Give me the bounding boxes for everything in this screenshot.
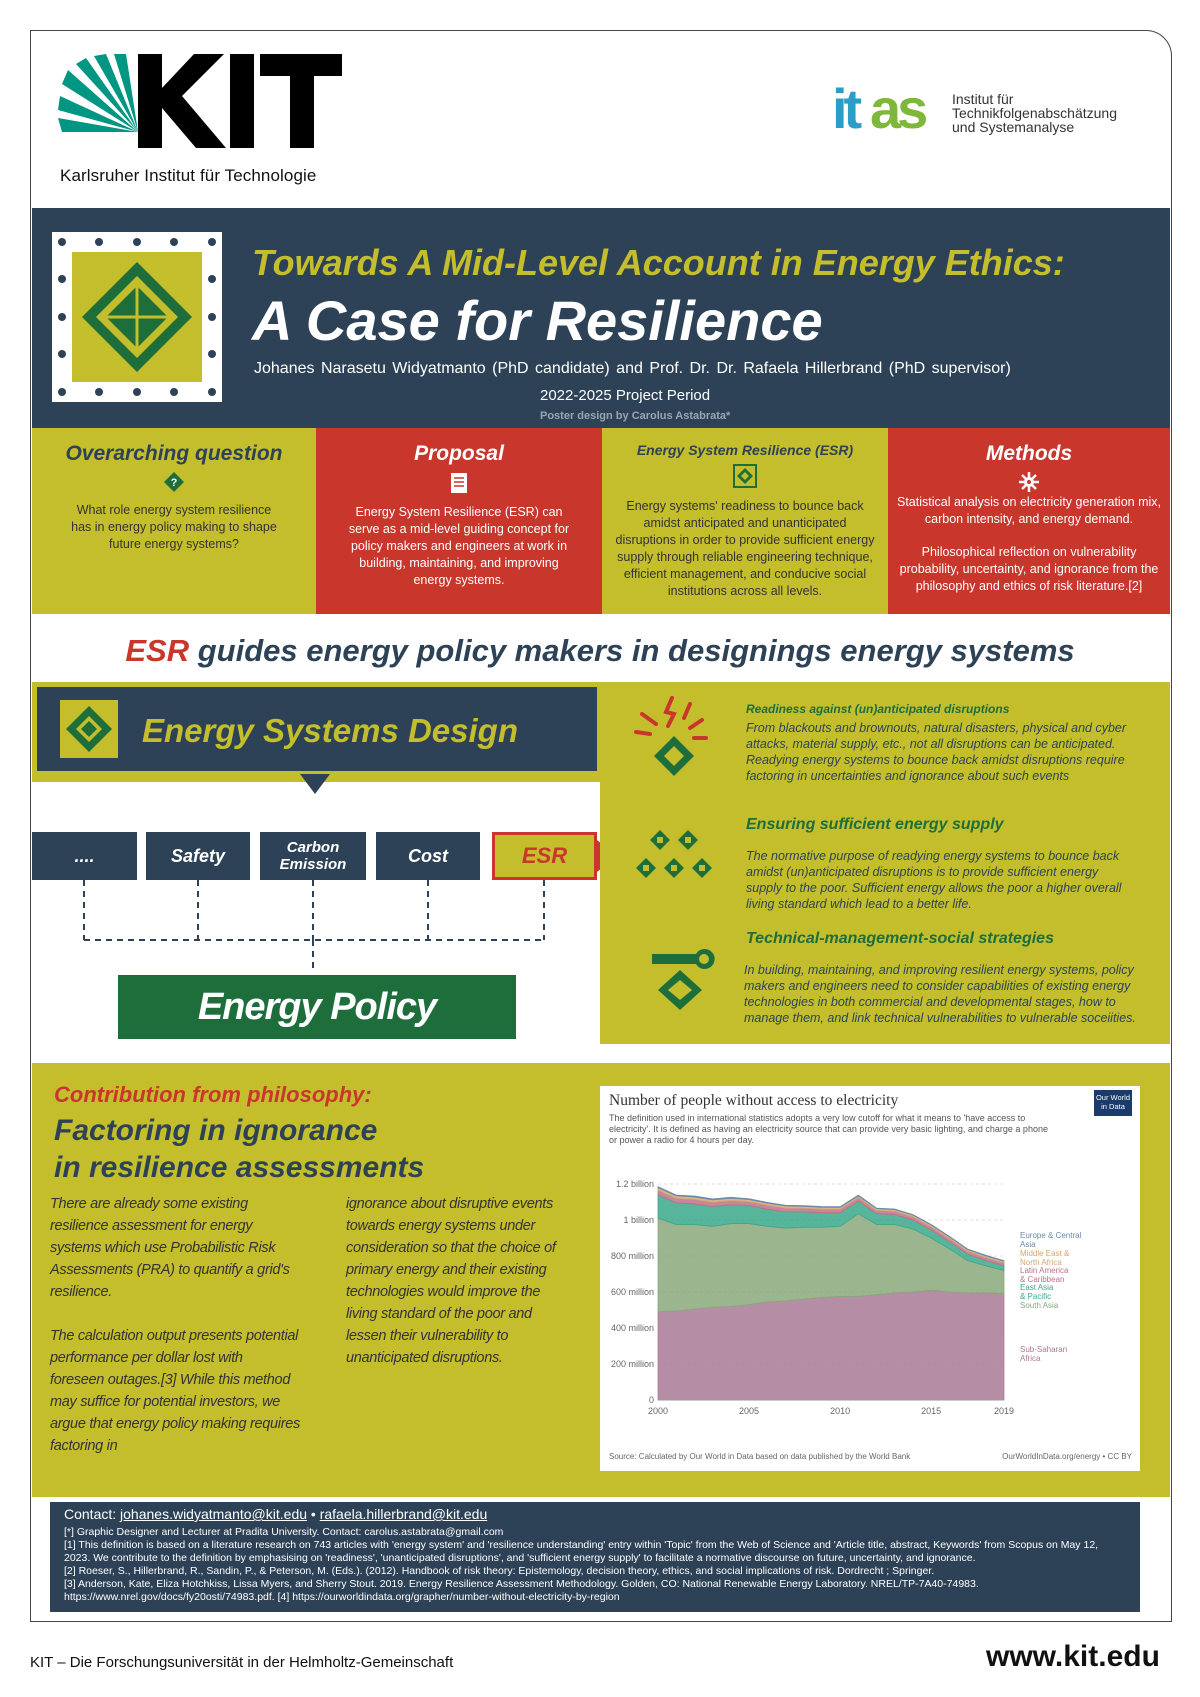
gear-icon [1019, 472, 1039, 492]
question-diamond-icon [164, 472, 184, 492]
electricity-access-chart [600, 1086, 1140, 1471]
y-tick-label: 1.2 billion [615, 1179, 654, 1189]
panel-heading: Methods [985, 442, 1073, 465]
chart-credit: OurWorldInData.org/energy • CC BY [1002, 1452, 1132, 1461]
y-tick-label: 0 [648, 1395, 654, 1405]
panel-proposal [316, 428, 602, 614]
document-icon [448, 472, 470, 494]
area-chart [600, 1086, 1140, 1471]
panel-text: Statistical analysis on electricity generation mix, carbon intensity, and energy demand. Philosophical reflection on vulnerability probability, uncertainty, and ignorance from the philosophy and ethics of risk literature.[2] [896, 495, 1161, 593]
feature-text-supply: The normative purpose of readying energy systems to bounce back amidst (un)anticipated disruptions is to provide sufficient energy supply to the poor. Sufficient energy allows the poor a higher overall living standard which lead to a better life. [746, 849, 1122, 911]
legend-label: South Asia [1020, 1301, 1059, 1310]
reference-0: [*] Graphic Designer and Lecturer at Pradita University. Contact: carolus.astabrata@gmail.com [64, 1526, 504, 1538]
footer-tagline: KIT – Die Forschungsuniversität in der Helmholtz-Gemeinschaft [30, 1654, 454, 1671]
tab-carbon-emission: Carbon Emission [260, 832, 366, 880]
energy-policy-box: Energy Policy [118, 975, 516, 1039]
y-tick-label: 800 million [610, 1251, 654, 1261]
legend-label: Latin America & Caribbean [1020, 1266, 1069, 1284]
main-headline: ESR guides energy policy makers in designings energy systems [125, 633, 1075, 668]
legend-label: Europe & Central Asia [1020, 1231, 1082, 1249]
wrench-icon [646, 944, 716, 1010]
emblem-frame [52, 232, 222, 402]
chart-source: Source: Calculated by Our World in Data based on data published by the World Bank [609, 1452, 911, 1461]
contribution-text-col2: ignorance about disruptive events towards energy systems under consideration so that the choice of primary energy and their existing technologies would improve the living standard of the poor and lessen their vulnerability to unanticipated disruptions. [346, 1196, 556, 1366]
svg-text:it: it [832, 80, 859, 140]
y-tick-label: 400 million [610, 1323, 654, 1333]
feature-heading-readiness: Readiness against (un)anticipated disruptions [746, 702, 1010, 716]
connector-lines [32, 880, 600, 970]
poster-title-line2: A Case for Resilience [252, 289, 823, 352]
contribution-label: Contribution from philosophy: [54, 1082, 372, 1107]
svg-text:?: ? [170, 477, 178, 489]
feature-heading-strategies: Technical-management-social strategies [746, 930, 1054, 947]
panel-esr-definition [602, 428, 888, 614]
panel-text: Energy systems' readiness to bounce back amidst anticipated and unanticipated disruptions in order to provide sufficient energy supply through reliable engineering technique, efficient management, and conducive social institutions across all levels. [615, 499, 875, 598]
project-period: 2022-2025 Project Period [540, 387, 711, 404]
tab-other: .... [32, 832, 137, 880]
poster-title-line1: Towards A Mid-Level Account in Energy Ethics: [252, 242, 1065, 283]
esr-emblem-icon [52, 232, 222, 402]
callout-pointer [300, 774, 330, 794]
itas-institute-name: Institut für Technikfolgenabschätzung und Systemanalyse [952, 91, 1118, 135]
x-tick-label: 2010 [830, 1406, 851, 1416]
reference-2: [2] Roeser, S., Hillerbrand, R., Sandin, P., & Peterson, M. (Eds.). (2012). Handbook of risk theory: Epistemology, decision theory, ethics, and social implications of risk. Dordrecht ; Springer. [64, 1565, 935, 1577]
disruption-burst-icon [632, 696, 716, 780]
references-box [50, 1502, 1140, 1612]
chart-subtitle: The definition used in international statistics adopts a very low cutoff for what it means to 'have access to electricity'. It is defined as having an electricity source that can provide very basic lighting, and charge a phone or power a radio for 4 hours per day. [609, 1113, 1048, 1145]
panel-text: Energy System Resilience (ESR) can serve as a mid-level guiding concept for policy makers and engineers at work in building, maintaining, and improving energy systems. [348, 505, 570, 587]
reference-1: [1] This definition is based on a literature research on 743 articles with 'energy system' and 'resilience understanding' entry within 'Topic' from the Web of Science and 'Article title, abstract, Keywords' from Scopus on May 12, 2023. We contribute to the definition by emphasising on 'readiness', 'unanticipated disruptions', and 'sufficient energy supply' to facilitate a normative discourse on future, uncertainty, and ignorance. [64, 1539, 1099, 1564]
panel-heading: Proposal [414, 442, 504, 465]
legend-label: Sub-Saharan Africa [1020, 1345, 1068, 1363]
design-credit: Poster design by Carolus Astabrata* [540, 410, 731, 422]
tab-safety: Safety [146, 832, 250, 880]
contact-line: Contact: johanes.widyatmanto@kit.edu • rafaela.hillerbrand@kit.edu [64, 1506, 488, 1522]
x-tick-label: 2015 [921, 1406, 942, 1416]
feature-heading-supply: Ensuring sufficient energy supply [746, 816, 1004, 833]
kit-subtitle: Karlsruher Institut für Technologie [60, 166, 317, 185]
email-link-2[interactable]: rafaela.hillerbrand@kit.edu [319, 1506, 488, 1522]
y-tick-label: 1 billion [623, 1215, 654, 1225]
feature-text-strategies: In building, maintaining, and improving resilient energy systems, policy makers and engineers need to consider capabilities of existing energy technologies in both commercial and developmental stages, how to manage them, and link technical vulnerabilities to vulnerable soceiities. [744, 963, 1136, 1025]
panel-heading: Energy System Resilience (ESR) [636, 442, 854, 458]
chart-title: Number of people without access to electricity [609, 1092, 899, 1109]
email-link-1[interactable]: johanes.widyatmanto@kit.edu [120, 1506, 308, 1522]
y-tick-label: 600 million [610, 1287, 654, 1297]
x-tick-label: 2005 [739, 1406, 760, 1416]
authors: Johanes Narasetu Widyatmanto (PhD candidate) and Prof. Dr. Dr. Rafaela Hillerbrand (PhD supervisor) [254, 360, 1011, 377]
contribution-text-col1: There are already some existing resilience assessment for energy systems which use Probabilistic Risk Assessments (PRA) to quantify a grid's resilience. The calculation output presents potential performance per dollar lost with foreseen outages.[3] While this method may suffice for potential investors, we argue that energy policy making requires factoring in [50, 1196, 300, 1454]
panel-heading: Overarching question [65, 442, 283, 465]
y-tick-label: 200 million [610, 1359, 654, 1369]
svg-text:as: as [870, 80, 925, 140]
reference-3: [3] Anderson, Kate, Eliza Hotchkiss, Lissa Myers, and Sherry Stout. 2019. Energy Resilience Assessment Methodology. Golden, CO: National Renewable Energy Laboratory. NREL/TP-7A40-74983. https://www.nrel.gov/docs/fy20osti/74983.pdf. [4] https://ourworldindata.org/grapher/number-without-electricity-by-region [64, 1578, 979, 1603]
tab-cost: Cost [376, 832, 480, 880]
network-icon [636, 828, 716, 888]
itas-logo [832, 80, 942, 142]
owid-badge: Our World in Data [1094, 1090, 1132, 1116]
contribution-title: Factoring in ignorance in resilience assessments [54, 1114, 425, 1184]
legend-label: East Asia & Pacific [1020, 1283, 1054, 1301]
footer-website[interactable]: www.kit.edu [986, 1640, 1160, 1673]
tab-esr: ESR [492, 832, 597, 880]
design-title: Energy Systems Design [142, 712, 518, 749]
panel-methods [888, 428, 1170, 614]
x-tick-label: 2019 [993, 1406, 1015, 1416]
x-tick-label: 2000 [647, 1406, 669, 1416]
esr-small-icon [733, 464, 757, 488]
panel-text: What role energy system resilience has in energy policy making to shape future energy systems? [71, 503, 277, 551]
feature-text-readiness: From blackouts and brownouts, natural disasters, physical and cyber attacks, material supply, etc., not all disruptions can be anticipated. Readying energy systems to bounce back amidst disruptions require factoring in uncertainties and ignorance about such events [746, 721, 1127, 783]
legend-label: Middle East & North Africa [1020, 1249, 1070, 1267]
esr-emblem-small-icon [60, 700, 118, 758]
panel-overarching-question [32, 428, 316, 614]
